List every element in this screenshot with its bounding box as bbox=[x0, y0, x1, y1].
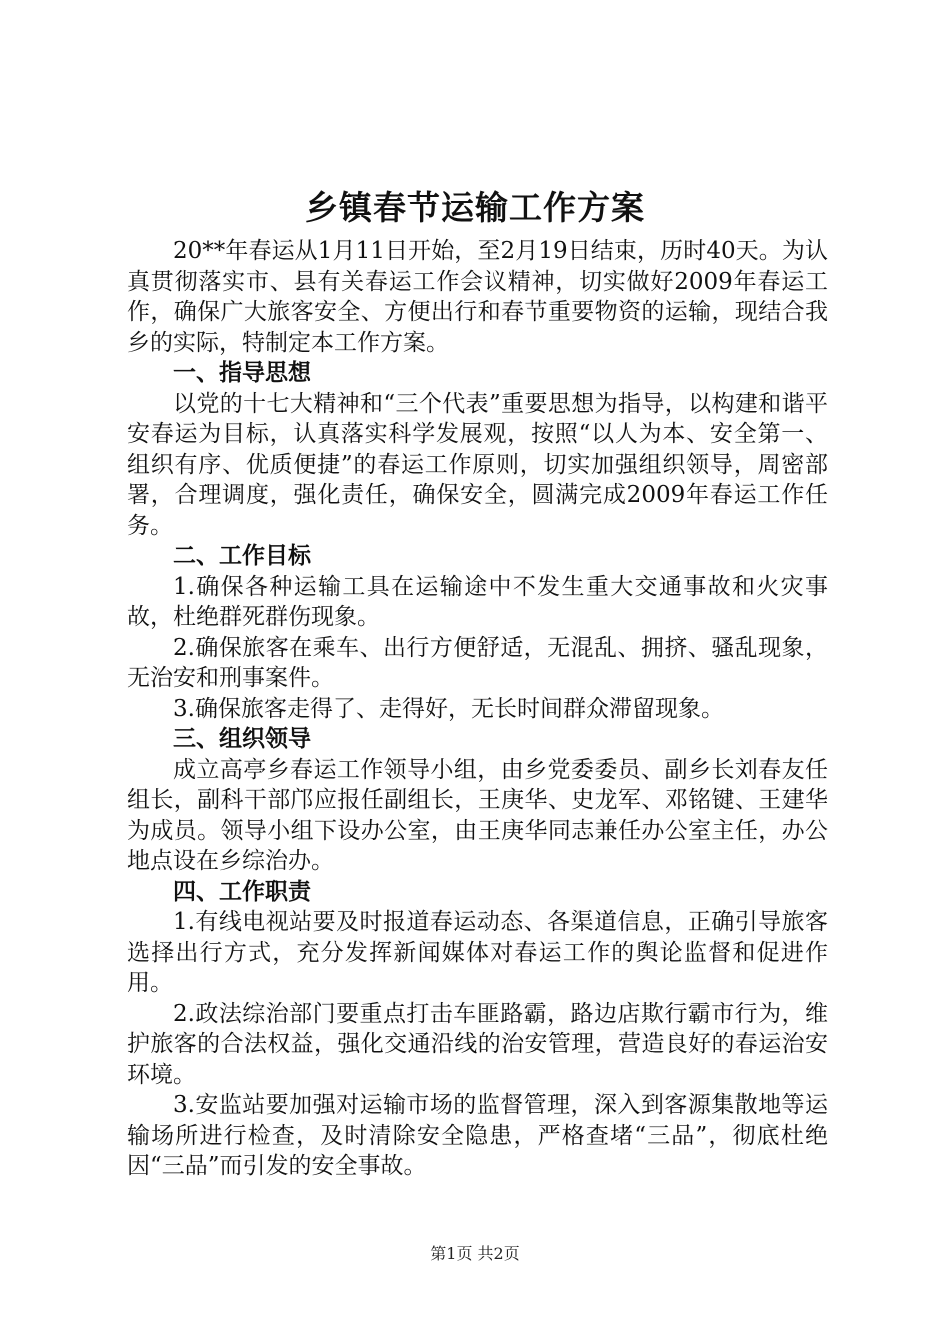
page-footer: 第1页 共2页 bbox=[430, 1244, 520, 1263]
section-heading-responsibilities: 四、工作职责 bbox=[173, 878, 311, 905]
document-body bbox=[127, 236, 828, 1182]
responsibility-item-3: 3.安监站要加强对运输市场的监督管理，深入到客源集散地等运输场所进行检查，及时清除安全隐患，严格查堵“三品”，彻底杜绝因“三品”而引发的安全事故。 bbox=[127, 1092, 828, 1179]
section-heading-organization: 三、组织领导 bbox=[173, 726, 311, 752]
responsibility-item-1: 1.有线电视站要及时报道春运动态、各渠道信息，正确引导旅客选择出行方式，充分发挥新闻媒体对春运工作的舆论监督和促进作用。 bbox=[127, 909, 828, 996]
guiding-ideology-paragraph: 以党的十七大精神和“三个代表”重要思想为指导，以构建和谐平安春运为目标，认真落实科学发展观，按照“以人为本、安全第一、组织有序、优质便捷”的春运工作原则，切实加强组织领导，周密部署，合理调度，强化责任，确保安全，圆满完成2009年春运工作任务。 bbox=[127, 390, 828, 539]
responsibility-item-2: 2.政法综治部门要重点打击车匪路霸，路边店欺行霸市行为，维护旅客的合法权益，强化交通沿线的治安管理，营造良好的春运治安环境。 bbox=[127, 1000, 828, 1088]
organization-paragraph: 成立高亭乡春运工作领导小组，由乡党委委员、副乡长刘春友任组长，副科干部邝应报任副组长，王庚华、史龙军、邓铭键、王建华为成员。领导小组下设办公室，由王庚华同志兼任办公室主任，办公地点设在乡综治办。 bbox=[127, 756, 828, 874]
section-heading-guiding-ideology: 一、指导思想 bbox=[173, 360, 311, 386]
intro-paragraph: 20**年春运从1月11日开始，至2月19日结束，历时40天。为认真贯彻落实市、县有关春运工作会议精神，切实做好2009年春运工作，确保广大旅客安全、方便出行和春节重要物资的运输，现结合我乡的实际，特制定本工作方案。 bbox=[127, 238, 828, 356]
section-heading-work-goals: 二、工作目标 bbox=[173, 543, 311, 569]
document-title: 乡镇春节运输工作方案 bbox=[305, 188, 645, 227]
work-goal-item-2: 2.确保旅客在乘车、出行方便舒适，无混乱、拥挤、骚乱现象，无治安和刑事案件。 bbox=[127, 634, 828, 691]
work-goal-item-3: 3.确保旅客走得了、走得好，无长时间群众滞留现象。 bbox=[173, 695, 724, 722]
work-goal-item-1: 1.确保各种运输工具在运输途中不发生重大交通事故和火灾事故，杜绝群死群伤现象。 bbox=[127, 573, 828, 630]
